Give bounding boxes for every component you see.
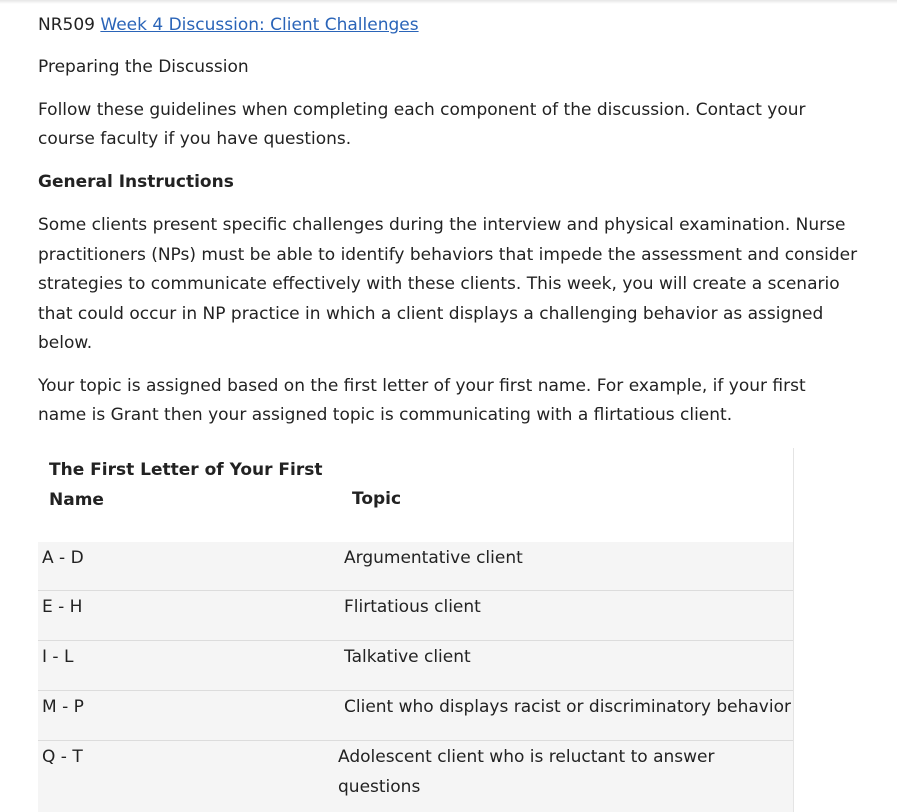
letters-cell: I - L (42, 647, 74, 667)
topic-assignment-paragraph: Your topic is assigned based on the first letter of your first name. For example, if your first name is Grant then your assigned topic is communicating with a flirtatious client. (38, 375, 806, 425)
discussion-title-link[interactable]: Week 4 Discussion: Client Challenges (100, 15, 419, 35)
topic-cell: Adolescent client who is reluctant to answer questions (338, 747, 715, 797)
document-body (38, 10, 858, 431)
section-title: Preparing the Discussion (38, 57, 249, 77)
general-instructions-heading: General Instructions (38, 171, 234, 192)
table-row (38, 691, 793, 741)
letters-cell: M - P (42, 697, 84, 717)
intro-paragraph: Follow these guidelines when completing each component of the discussion. Contact your course faculty if you have questions. (38, 99, 806, 149)
letters-cell: Q - T (42, 747, 83, 767)
header-first-letter: The First Letter of Your First Name (49, 460, 323, 510)
course-code: NR509 (38, 15, 95, 35)
instructions-paragraph: Some clients present specific challenges during the interview and physical examination. Nurse practitioners (NPs) must be able to identify behaviors that impede the assessment and consider strategies to communicate effectively with these clients. This week, you will create a scenario that could occur in NP practice in which a client displays a challenging behavior as assigned below. (38, 215, 858, 353)
topic-table (38, 448, 794, 812)
table-row (38, 542, 793, 591)
topic-cell: Client who displays racist or discriminatory behavior (344, 697, 791, 717)
topic-cell: Talkative client (344, 647, 471, 667)
page-title (38, 10, 858, 40)
table-row (38, 641, 793, 691)
table-row (38, 741, 793, 812)
letters-cell: A - D (42, 548, 84, 568)
letters-cell: E - H (42, 597, 83, 617)
topic-cell: Flirtatious client (344, 597, 481, 617)
top-shadow (0, 0, 897, 4)
table-row (38, 591, 793, 641)
header-topic: Topic (352, 489, 402, 509)
topic-cell: Argumentative client (344, 548, 523, 568)
table-header (38, 448, 793, 542)
